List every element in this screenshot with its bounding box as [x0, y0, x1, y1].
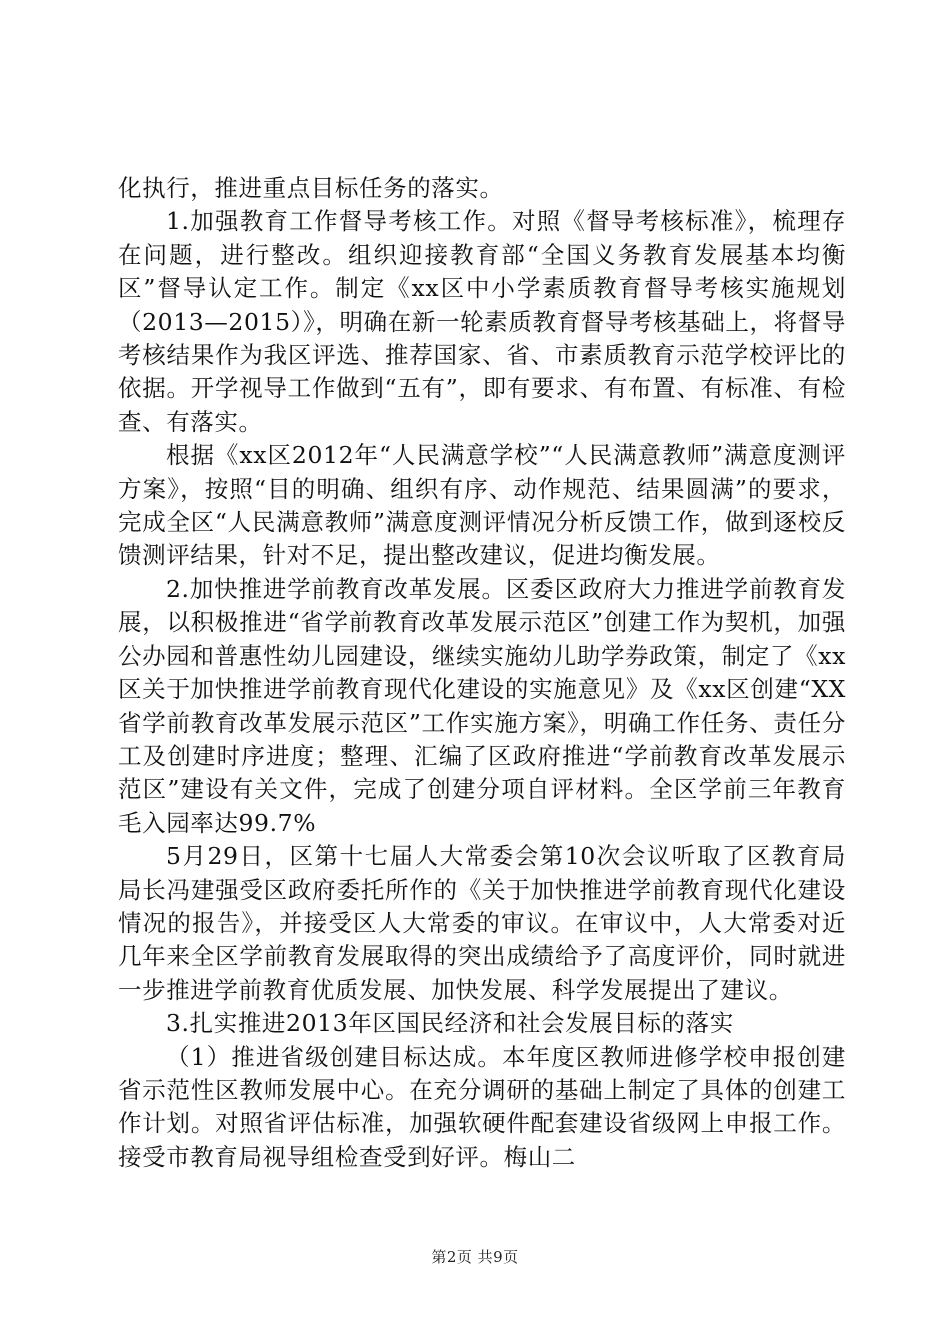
page-footer: 第2页 共9页 [431, 1248, 519, 1266]
paragraph-continuation: 化执行，推进重点目标任务的落实。 [118, 174, 504, 202]
paragraph-preschool-reform: 2.加快推进学前教育改革发展。区委区政府大力推进学前教育发展，以积极推进“省学前教育改革发展示范区”创建工作为契机，加强公办园和普惠性幼儿园建设，继续实施幼儿助学券政策，制定了《xx区关于加快推进学前教育现代化建设的实施意见》及《xx区创建“XX省学前教育改革发展示范区”工作实施方案》，明确工作任务、责任分工及创建时序进度；整理、汇编了区政府推进“学前教育改革发展示范区”建设有关文件，完成了创建分项自评材料。全区学前三年教育毛入园率达99.7% [118, 574, 846, 837]
body-text [118, 172, 846, 1174]
paragraph-supervision: 1.加强教育工作督导考核工作。对照《督导考核标准》，梳理存在问题，进行整改。组织迎接教育部“全国义务教育发展基本均衡区”督导认定工作。制定《xx区中小学素质教育督导考核实施规划（2013—2015）》，明确在新一轮素质教育督导考核基础上，将督导考核结果作为我区评选、推荐国家、省、市素质教育示范学校评比的依据。开学视导工作做到“五有”，即有要求、有布置、有标准、有检查、有落实。 [118, 207, 846, 436]
paragraph-satisfaction-survey: 根据《xx区2012年“人民满意学校”“人民满意教师”满意度测评方案》，按照“目的明确、组织有序、动作规范、结果圆满”的要求，完成全区“人民满意教师”满意度测评情况分析反馈工作，做到逐校反馈测评结果，针对不足，提出整改建议，促进均衡发展。 [118, 441, 846, 570]
paragraph-provincial-goals: （1）推进省级创建目标达成。本年度区教师进修学校申报创建省示范性区教师发展中心。在充分调研的基础上制定了具体的创建工作计划。对照省评估标准，加强软硬件配套建设省级网上申报工作。接受市教育局视导组检查受到好评。梅山二 [118, 1042, 846, 1171]
paragraph-npc-meeting: 5月29日，区第十七届人大常委会第10次会议听取了区教育局局长冯建强受区政府委托所作的《关于加快推进学前教育现代化建设情况的报告》，并接受区人大常委的审议。在审议中，人大常委对近几年来全区学前教育发展取得的突出成绩给予了高度评价，同时就进一步推进学前教育优质发展、加快发展、科学发展提出了建议。 [118, 842, 846, 1004]
paragraph-heading-2013-goals: 3.扎实推进2013年区国民经济和社会发展目标的落实 [166, 1009, 734, 1038]
